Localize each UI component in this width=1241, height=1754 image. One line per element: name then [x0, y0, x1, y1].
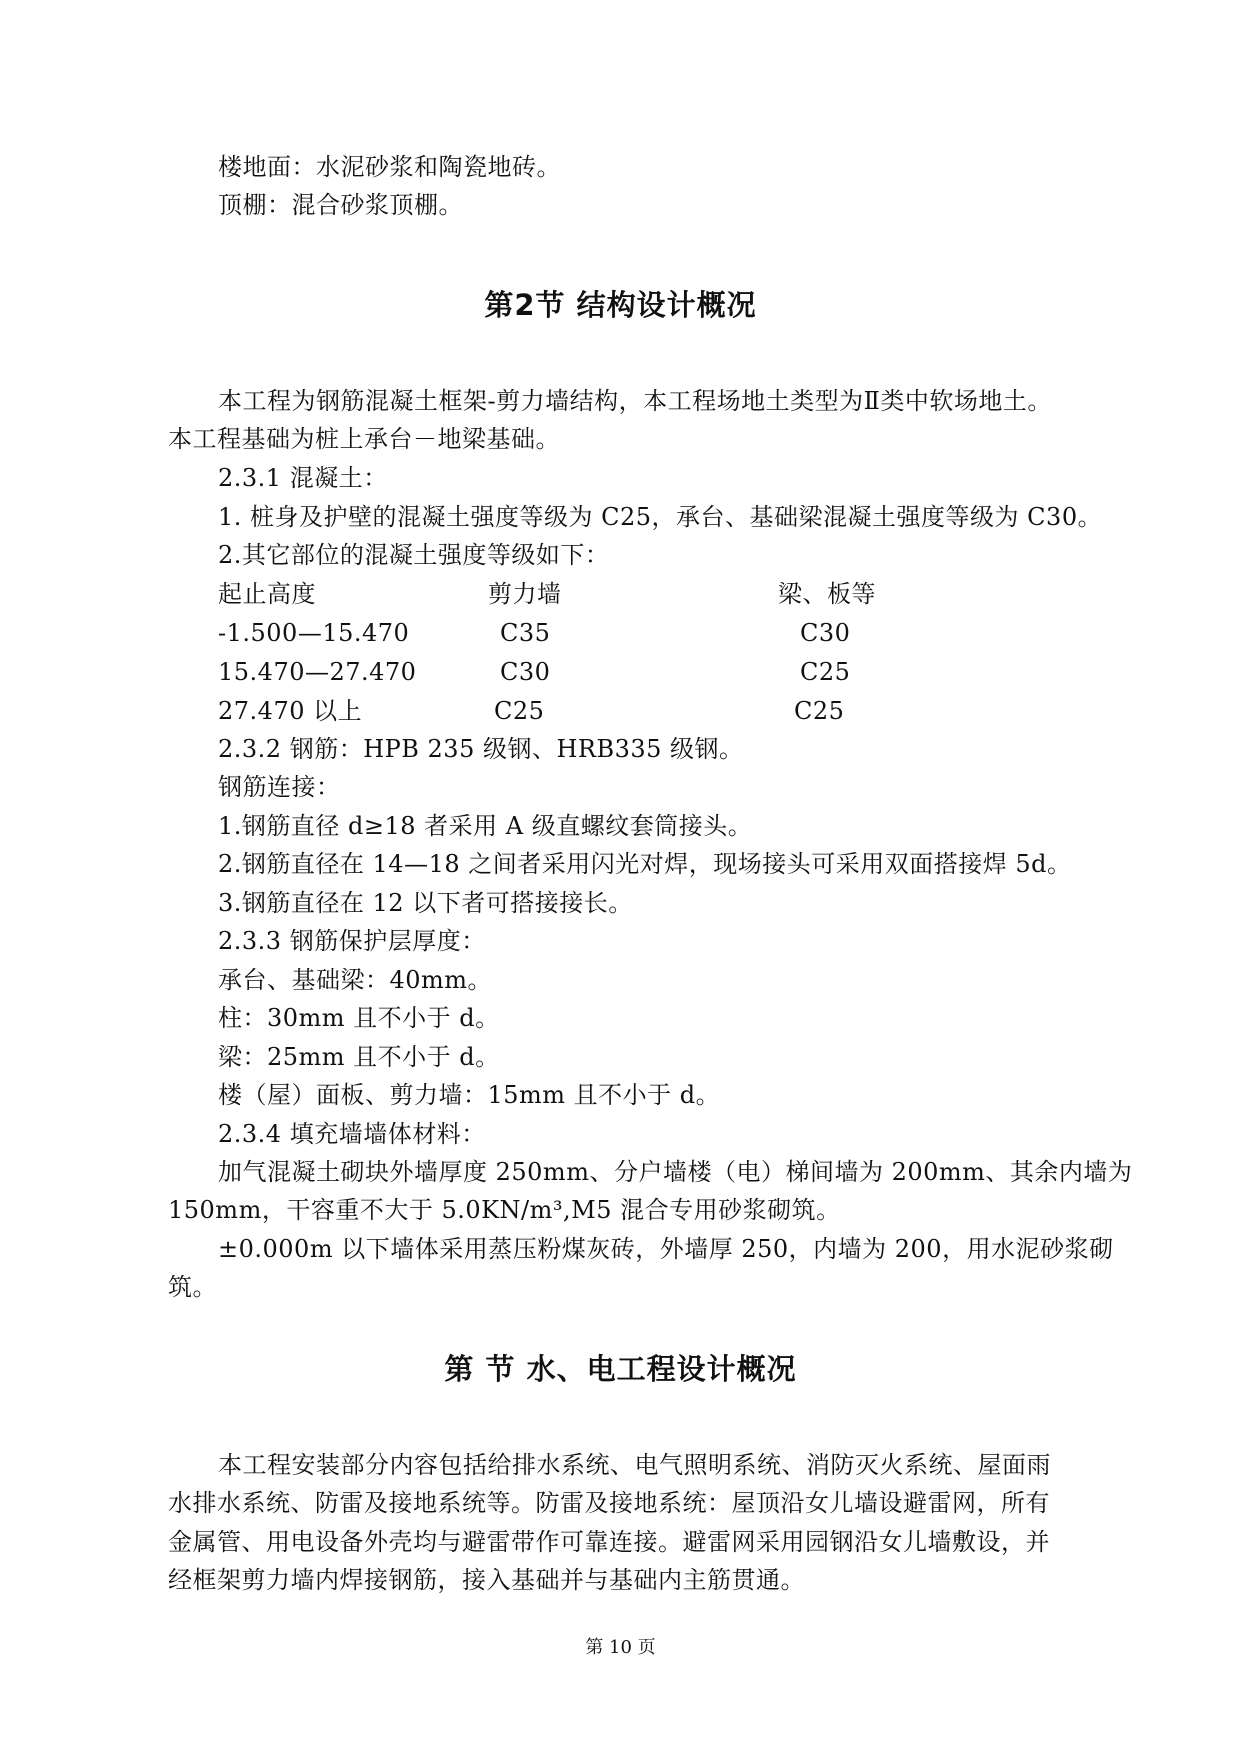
table-cell: C30: [800, 619, 851, 647]
cover-item: 楼（屋）面板、剪力墙：15mm 且不小于 d。: [218, 1081, 721, 1109]
below-grade-line-1: ±0.000m 以下墙体采用蒸压粉煤灰砖，外墙厚 250，内墙为 200，用水泥砂浆砌: [218, 1235, 1114, 1263]
concrete-item-2: 2.其它部位的混凝土强度等级如下：: [218, 541, 610, 569]
cover-subheading: 2.3.3 钢筋保护层厚度：: [218, 927, 486, 955]
rebar-connection-3: 3.钢筋直径在 12 以下者可搭接接长。: [218, 889, 633, 917]
table-header-shear-wall: 剪力墙: [488, 580, 562, 608]
table-cell: C25: [794, 697, 845, 725]
infill-subheading: 2.3.4 填充墙墙体材料：: [218, 1120, 486, 1148]
table-cell: -1.500—15.470: [218, 619, 410, 647]
table-cell: C25: [800, 658, 851, 686]
table-cell: 27.470 以上: [218, 697, 363, 725]
table-header-height: 起止高度: [218, 580, 316, 608]
rebar-connection-1: 1.钢筋直径 d≥18 者采用 A 级直螺纹套筒接头。: [218, 812, 753, 840]
concrete-item-1: 1. 桩身及护壁的混凝土强度等级为 C25，承台、基础梁混凝土强度等级为 C30。: [218, 503, 1103, 531]
rebar-subheading: 2.3.2 钢筋：HPB 235 级钢、HRB335 级钢。: [218, 735, 744, 763]
concrete-subheading: 2.3.1 混凝土：: [218, 464, 388, 492]
table-cell: C25: [494, 697, 545, 725]
infill-paragraph-line-2: 150mm，干容重不大于 5.0KN/m³,M5 混合专用砂浆砌筑。: [168, 1196, 841, 1224]
table-header-beam-slab: 梁、板等: [778, 580, 876, 608]
floor-finish-line: 楼地面：水泥砂浆和陶瓷地砖。: [218, 153, 561, 181]
rebar-connection-title: 钢筋连接：: [218, 773, 341, 801]
mep-paragraph-line-3: 金属管、用电设备外壳均与避雷带作可靠连接。避雷网采用园钢沿女儿墙敷设，并: [168, 1528, 1050, 1556]
cover-item: 柱：30mm 且不小于 d。: [218, 1004, 500, 1032]
table-cell: C30: [500, 658, 551, 686]
mep-paragraph-line-1: 本工程安装部分内容包括给排水系统、电气照明系统、消防灭火系统、屋面雨: [218, 1451, 1051, 1479]
page-number: 第 10 页: [585, 1637, 656, 1658]
infill-paragraph-line-1: 加气混凝土砌块外墙厚度 250mm、分户墙楼（电）梯间墙为 200mm、其余内墙为: [218, 1158, 1133, 1186]
ceiling-finish-line: 顶棚：混合砂浆顶棚。: [218, 191, 463, 219]
below-grade-line-2: 筑。: [168, 1273, 217, 1301]
rebar-connection-2: 2.钢筋直径在 14—18 之间者采用闪光对焊，现场接头可采用双面搭接焊 5d。: [218, 850, 1072, 878]
cover-item: 梁：25mm 且不小于 d。: [218, 1043, 500, 1071]
table-cell: 15.470—27.470: [218, 658, 417, 686]
mep-paragraph-line-4: 经框架剪力墙内焊接钢筋，接入基础并与基础内主筋贯通。: [168, 1566, 805, 1594]
table-cell: C35: [500, 619, 551, 647]
structure-intro-line-2: 本工程基础为桩上承台－地梁基础。: [168, 425, 560, 453]
cover-item: 承台、基础梁：40mm。: [218, 966, 493, 994]
mep-paragraph-line-2: 水排水系统、防雷及接地系统等。防雷及接地系统：屋顶沿女儿墙设避雷网，所有: [168, 1489, 1050, 1517]
section-3-heading: 第 节 水、电工程设计概况: [444, 1352, 797, 1386]
section-2-heading: 第2节 结构设计概况: [484, 288, 757, 322]
structure-intro-line-1: 本工程为钢筋混凝土框架-剪力墙结构，本工程场地土类型为Ⅱ类中软场地土。: [218, 387, 1052, 415]
